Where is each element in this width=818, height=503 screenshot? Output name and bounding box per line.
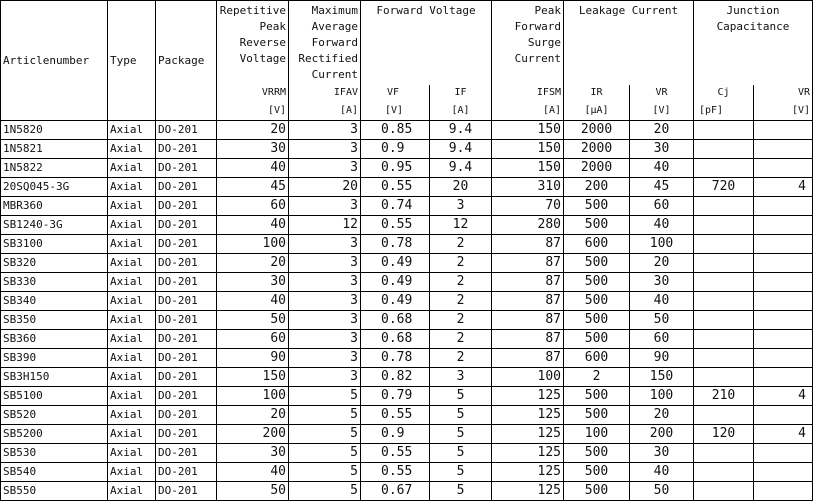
- cell-vf: 0.68: [361, 311, 430, 330]
- cell-ifav: 3: [289, 292, 361, 311]
- cell-vr: 30: [630, 444, 694, 463]
- cell-vrrm: 20: [217, 121, 289, 140]
- cell-cj: 120: [694, 425, 754, 444]
- cell-if: 5: [430, 444, 492, 463]
- cell-vr: 100: [630, 235, 694, 254]
- cell-vr-cap: 4: [754, 387, 813, 406]
- cell-vrrm: 150: [217, 368, 289, 387]
- cell-if: 2: [430, 235, 492, 254]
- cell-ifsm: 310: [492, 178, 564, 197]
- cell-package: DO-201: [156, 368, 217, 387]
- cell-ifav: 3: [289, 330, 361, 349]
- table-row: [1, 254, 813, 273]
- cell-package: DO-201: [156, 311, 217, 330]
- cell-vrrm: 30: [217, 273, 289, 292]
- cell-vf: 0.79: [361, 387, 430, 406]
- cell-ir: 500: [564, 330, 630, 349]
- cell-ifav: 3: [289, 273, 361, 292]
- table-row: [1, 463, 813, 482]
- cell-ifav: 3: [289, 140, 361, 159]
- cell-if: 9.4: [430, 159, 492, 178]
- cell-vr-cap: [754, 311, 813, 330]
- cell-ifav: 12: [289, 216, 361, 235]
- cell-ifav: 5: [289, 463, 361, 482]
- cell-ifsm: 87: [492, 292, 564, 311]
- cell-ifav: 3: [289, 121, 361, 140]
- symbol-cj: Cj: [694, 85, 754, 101]
- cell-vr: 20: [630, 254, 694, 273]
- cell-vr: 20: [630, 406, 694, 425]
- table-row: [1, 121, 813, 140]
- cell-cj: [694, 482, 754, 501]
- cell-vr-cap: [754, 121, 813, 140]
- cell-ir: 100: [564, 425, 630, 444]
- cell-vf: 0.74: [361, 197, 430, 216]
- cell-package: DO-201: [156, 216, 217, 235]
- header-junction-capacitance: Junction Capacitance: [694, 1, 813, 86]
- cell-vr-cap: [754, 482, 813, 501]
- cell-vr: 50: [630, 482, 694, 501]
- cell-ir: 2000: [564, 121, 630, 140]
- cell-type: Axial: [108, 330, 156, 349]
- cell-vf: 0.68: [361, 330, 430, 349]
- cell-vf: 0.78: [361, 349, 430, 368]
- cell-type: Axial: [108, 368, 156, 387]
- cell-vr: 40: [630, 216, 694, 235]
- header-type: Type: [108, 1, 156, 121]
- cell-cj: [694, 140, 754, 159]
- cell-if: 2: [430, 273, 492, 292]
- cell-package: DO-201: [156, 425, 217, 444]
- cell-article: SB330: [1, 273, 108, 292]
- cell-if: 5: [430, 425, 492, 444]
- cell-vrrm: 50: [217, 482, 289, 501]
- cell-vf: 0.78: [361, 235, 430, 254]
- cell-ifsm: 280: [492, 216, 564, 235]
- cell-vf: 0.49: [361, 254, 430, 273]
- cell-vr: 200: [630, 425, 694, 444]
- cell-ifsm: 125: [492, 387, 564, 406]
- cell-vr-cap: [754, 444, 813, 463]
- cell-cj: [694, 463, 754, 482]
- cell-vr-cap: [754, 159, 813, 178]
- header-row-titles: [1, 1, 813, 86]
- unit-ifav: [A]: [289, 101, 361, 121]
- cell-if: 5: [430, 463, 492, 482]
- cell-ifsm: 125: [492, 463, 564, 482]
- cell-ifav: 5: [289, 444, 361, 463]
- cell-package: DO-201: [156, 178, 217, 197]
- cell-vf: 0.95: [361, 159, 430, 178]
- cell-package: DO-201: [156, 406, 217, 425]
- cell-vr-cap: [754, 235, 813, 254]
- cell-package: DO-201: [156, 197, 217, 216]
- cell-vr-cap: 4: [754, 425, 813, 444]
- header-articlenumber: Articlenumber: [1, 1, 108, 121]
- cell-if: 2: [430, 330, 492, 349]
- symbol-vrrm: VRRM: [217, 85, 289, 101]
- cell-vr-cap: 4: [754, 178, 813, 197]
- cell-ir: 500: [564, 444, 630, 463]
- cell-ir: 500: [564, 273, 630, 292]
- cell-vr-cap: [754, 406, 813, 425]
- cell-vrrm: 100: [217, 235, 289, 254]
- cell-article: 1N5822: [1, 159, 108, 178]
- cell-vf: 0.49: [361, 273, 430, 292]
- cell-ifav: 5: [289, 425, 361, 444]
- cell-article: SB3100: [1, 235, 108, 254]
- cell-article: SB5200: [1, 425, 108, 444]
- cell-vr: 40: [630, 292, 694, 311]
- cell-cj: [694, 406, 754, 425]
- cell-package: DO-201: [156, 292, 217, 311]
- cell-ifav: 3: [289, 349, 361, 368]
- cell-ifav: 3: [289, 254, 361, 273]
- cell-if: 5: [430, 387, 492, 406]
- cell-vr: 50: [630, 311, 694, 330]
- cell-cj: [694, 444, 754, 463]
- table-row: [1, 387, 813, 406]
- cell-vrrm: 40: [217, 159, 289, 178]
- cell-if: 2: [430, 311, 492, 330]
- cell-if: 2: [430, 349, 492, 368]
- cell-if: 9.4: [430, 140, 492, 159]
- cell-if: 9.4: [430, 121, 492, 140]
- table-row: [1, 273, 813, 292]
- cell-ir: 500: [564, 216, 630, 235]
- symbol-ifav: IFAV: [289, 85, 361, 101]
- cell-ir: 2: [564, 368, 630, 387]
- cell-type: Axial: [108, 235, 156, 254]
- cell-vf: 0.55: [361, 444, 430, 463]
- cell-ifsm: 87: [492, 330, 564, 349]
- table-body: [1, 121, 813, 501]
- cell-article: SB550: [1, 482, 108, 501]
- cell-vf: 0.9: [361, 140, 430, 159]
- cell-if: 12: [430, 216, 492, 235]
- cell-ifsm: 150: [492, 140, 564, 159]
- cell-cj: [694, 273, 754, 292]
- cell-vrrm: 30: [217, 140, 289, 159]
- cell-cj: 210: [694, 387, 754, 406]
- cell-ifav: 20: [289, 178, 361, 197]
- cell-vrrm: 60: [217, 330, 289, 349]
- cell-package: DO-201: [156, 121, 217, 140]
- cell-vr-cap: [754, 330, 813, 349]
- cell-article: SB540: [1, 463, 108, 482]
- cell-ifav: 5: [289, 387, 361, 406]
- cell-vf: 0.82: [361, 368, 430, 387]
- header-leakage-current: Leakage Current: [564, 1, 694, 86]
- cell-vr: 40: [630, 159, 694, 178]
- cell-vf: 0.49: [361, 292, 430, 311]
- cell-vr: 60: [630, 330, 694, 349]
- unit-ir: [μA]: [564, 101, 630, 121]
- symbol-ifsm: IFSM: [492, 85, 564, 101]
- cell-package: DO-201: [156, 482, 217, 501]
- cell-vrrm: 45: [217, 178, 289, 197]
- cell-ifsm: 87: [492, 349, 564, 368]
- cell-vrrm: 90: [217, 349, 289, 368]
- cell-ifsm: 150: [492, 159, 564, 178]
- cell-type: Axial: [108, 463, 156, 482]
- table-row: [1, 292, 813, 311]
- cell-article: 1N5820: [1, 121, 108, 140]
- cell-ir: 500: [564, 311, 630, 330]
- cell-vf: 0.55: [361, 463, 430, 482]
- cell-vr: 30: [630, 273, 694, 292]
- table-row: [1, 311, 813, 330]
- cell-ir: 500: [564, 406, 630, 425]
- table-row: [1, 216, 813, 235]
- cell-type: Axial: [108, 121, 156, 140]
- cell-if: 3: [430, 197, 492, 216]
- cell-ir: 600: [564, 349, 630, 368]
- cell-ifsm: 125: [492, 482, 564, 501]
- cell-cj: [694, 235, 754, 254]
- symbol-ir: IR: [564, 85, 630, 101]
- cell-ifsm: 100: [492, 368, 564, 387]
- cell-package: DO-201: [156, 444, 217, 463]
- unit-cj: [pF]: [694, 101, 754, 121]
- cell-ir: 500: [564, 254, 630, 273]
- cell-ir: 500: [564, 463, 630, 482]
- cell-vrrm: 20: [217, 254, 289, 273]
- table-row: [1, 140, 813, 159]
- cell-cj: [694, 197, 754, 216]
- header-forward-voltage: Forward Voltage: [361, 1, 492, 86]
- cell-if: 2: [430, 292, 492, 311]
- cell-article: 1N5821: [1, 140, 108, 159]
- cell-type: Axial: [108, 197, 156, 216]
- cell-article: SB520: [1, 406, 108, 425]
- cell-cj: [694, 254, 754, 273]
- cell-article: SB350: [1, 311, 108, 330]
- symbol-if: IF: [430, 85, 492, 101]
- cell-ifsm: 125: [492, 406, 564, 425]
- cell-type: Axial: [108, 159, 156, 178]
- cell-type: Axial: [108, 216, 156, 235]
- cell-vrrm: 50: [217, 311, 289, 330]
- cell-package: DO-201: [156, 140, 217, 159]
- cell-cj: [694, 216, 754, 235]
- cell-vr: 60: [630, 197, 694, 216]
- cell-ifav: 3: [289, 235, 361, 254]
- cell-ifav: 5: [289, 482, 361, 501]
- cell-ir: 500: [564, 387, 630, 406]
- cell-type: Axial: [108, 482, 156, 501]
- header-package: Package: [156, 1, 217, 121]
- table-row: [1, 425, 813, 444]
- table-row: [1, 159, 813, 178]
- cell-package: DO-201: [156, 273, 217, 292]
- cell-vf: 0.55: [361, 216, 430, 235]
- unit-if: [A]: [430, 101, 492, 121]
- cell-ir: 2000: [564, 159, 630, 178]
- cell-vr: 90: [630, 349, 694, 368]
- cell-vrrm: 20: [217, 406, 289, 425]
- cell-article: SB360: [1, 330, 108, 349]
- cell-ir: 200: [564, 178, 630, 197]
- table-row: [1, 330, 813, 349]
- cell-vr-cap: [754, 349, 813, 368]
- cell-ir: 500: [564, 197, 630, 216]
- table-row: [1, 368, 813, 387]
- cell-vrrm: 40: [217, 463, 289, 482]
- cell-vrrm: 60: [217, 197, 289, 216]
- cell-vr-cap: [754, 140, 813, 159]
- cell-package: DO-201: [156, 387, 217, 406]
- cell-vf: 0.55: [361, 178, 430, 197]
- header-ifav-title: Maximum Average Forward Rectified Current: [289, 1, 361, 86]
- unit-vf: [V]: [361, 101, 430, 121]
- cell-vrrm: 30: [217, 444, 289, 463]
- cell-vr: 20: [630, 121, 694, 140]
- header-vrrm-title: Repetitive Peak Reverse Voltage: [217, 1, 289, 86]
- table-row: [1, 482, 813, 501]
- cell-ir: 500: [564, 292, 630, 311]
- symbol-vr: VR: [630, 85, 694, 101]
- cell-type: Axial: [108, 178, 156, 197]
- cell-vr: 100: [630, 387, 694, 406]
- cell-vr-cap: [754, 216, 813, 235]
- cell-cj: [694, 159, 754, 178]
- unit-vrrm: [V]: [217, 101, 289, 121]
- cell-if: 20: [430, 178, 492, 197]
- cell-vr-cap: [754, 254, 813, 273]
- symbol-vf: VF: [361, 85, 430, 101]
- cell-ifav: 3: [289, 159, 361, 178]
- cell-ir: 2000: [564, 140, 630, 159]
- cell-article: MBR360: [1, 197, 108, 216]
- cell-ifsm: 87: [492, 311, 564, 330]
- table-row: [1, 406, 813, 425]
- cell-ir: 500: [564, 482, 630, 501]
- cell-article: SB390: [1, 349, 108, 368]
- cell-vr: 40: [630, 463, 694, 482]
- unit-vr-cap: [V]: [754, 101, 813, 121]
- symbol-vr-cap: VR: [754, 85, 813, 101]
- table-row: [1, 349, 813, 368]
- cell-type: Axial: [108, 254, 156, 273]
- cell-ifav: 5: [289, 406, 361, 425]
- cell-package: DO-201: [156, 463, 217, 482]
- cell-cj: [694, 368, 754, 387]
- cell-ifsm: 125: [492, 425, 564, 444]
- cell-vrrm: 100: [217, 387, 289, 406]
- table-row: [1, 178, 813, 197]
- cell-article: SB320: [1, 254, 108, 273]
- cell-if: 2: [430, 254, 492, 273]
- cell-article: SB1240-3G: [1, 216, 108, 235]
- unit-ifsm: [A]: [492, 101, 564, 121]
- table-row: [1, 197, 813, 216]
- cell-type: Axial: [108, 140, 156, 159]
- cell-vr: 45: [630, 178, 694, 197]
- cell-vf: 0.55: [361, 406, 430, 425]
- cell-type: Axial: [108, 387, 156, 406]
- cell-ifsm: 87: [492, 273, 564, 292]
- cell-article: 20SQ045-3G: [1, 178, 108, 197]
- cell-type: Axial: [108, 273, 156, 292]
- cell-cj: [694, 349, 754, 368]
- cell-vr-cap: [754, 368, 813, 387]
- cell-vrrm: 40: [217, 216, 289, 235]
- table-row: [1, 444, 813, 463]
- cell-package: DO-201: [156, 254, 217, 273]
- cell-if: 5: [430, 482, 492, 501]
- cell-vf: 0.85: [361, 121, 430, 140]
- cell-ifsm: 150: [492, 121, 564, 140]
- table-row: [1, 235, 813, 254]
- cell-article: SB5100: [1, 387, 108, 406]
- cell-vr: 30: [630, 140, 694, 159]
- cell-type: Axial: [108, 349, 156, 368]
- unit-vr: [V]: [630, 101, 694, 121]
- cell-ifsm: 87: [492, 235, 564, 254]
- cell-ifsm: 125: [492, 444, 564, 463]
- cell-type: Axial: [108, 425, 156, 444]
- cell-vr-cap: [754, 197, 813, 216]
- cell-package: DO-201: [156, 159, 217, 178]
- cell-ifsm: 87: [492, 254, 564, 273]
- cell-vr: 150: [630, 368, 694, 387]
- cell-cj: [694, 311, 754, 330]
- cell-cj: [694, 121, 754, 140]
- cell-ifav: 3: [289, 368, 361, 387]
- cell-vrrm: 200: [217, 425, 289, 444]
- cell-vr-cap: [754, 292, 813, 311]
- cell-vf: 0.9: [361, 425, 430, 444]
- cell-if: 5: [430, 406, 492, 425]
- cell-cj: [694, 292, 754, 311]
- cell-package: DO-201: [156, 349, 217, 368]
- cell-package: DO-201: [156, 330, 217, 349]
- cell-article: SB3H150: [1, 368, 108, 387]
- cell-vr-cap: [754, 463, 813, 482]
- cell-type: Axial: [108, 444, 156, 463]
- cell-vf: 0.67: [361, 482, 430, 501]
- cell-vr-cap: [754, 273, 813, 292]
- header-ifsm-title: Peak Forward Surge Current: [492, 1, 564, 86]
- cell-ir: 600: [564, 235, 630, 254]
- cell-type: Axial: [108, 292, 156, 311]
- cell-article: SB340: [1, 292, 108, 311]
- cell-package: DO-201: [156, 235, 217, 254]
- cell-type: Axial: [108, 311, 156, 330]
- cell-cj: 720: [694, 178, 754, 197]
- cell-vrrm: 40: [217, 292, 289, 311]
- cell-type: Axial: [108, 406, 156, 425]
- cell-ifav: 3: [289, 197, 361, 216]
- cell-article: SB530: [1, 444, 108, 463]
- cell-if: 3: [430, 368, 492, 387]
- cell-ifsm: 70: [492, 197, 564, 216]
- cell-ifav: 3: [289, 311, 361, 330]
- cell-cj: [694, 330, 754, 349]
